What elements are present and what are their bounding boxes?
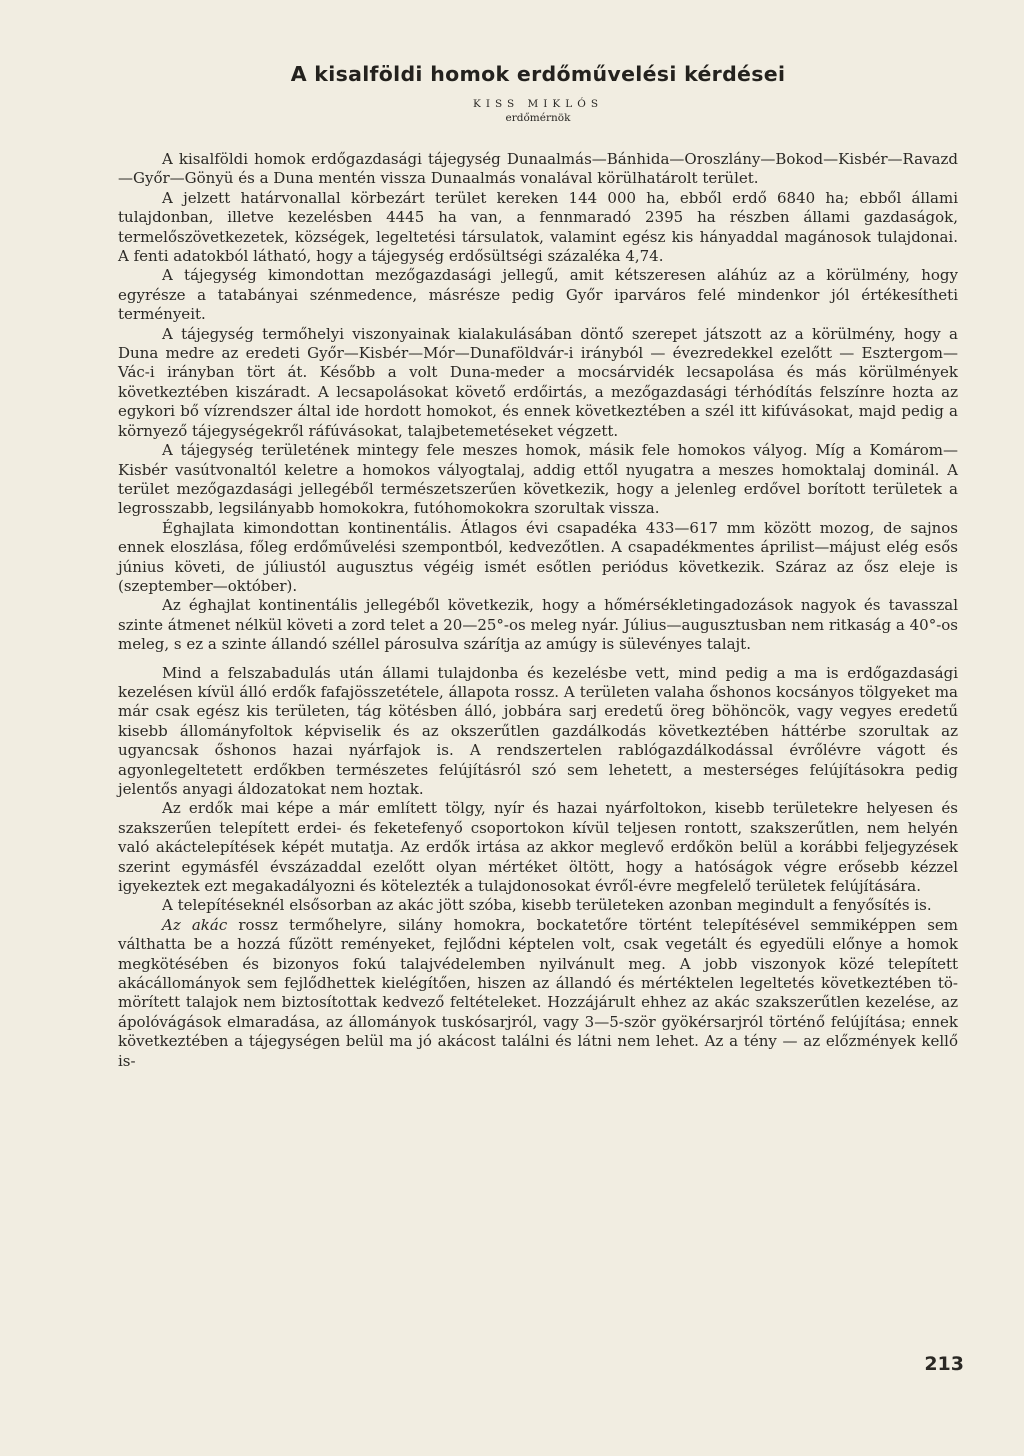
paragraph — [118, 189, 958, 267]
paragraph — [118, 799, 958, 896]
paragraph-text: A telepítéseknél elsősorban az akác jött szóba, kisebb területeken azonban megindult a fenyősítés is. — [162, 896, 932, 915]
paragraph — [118, 664, 958, 800]
paragraph-lead: Az akác — [162, 915, 228, 934]
paragraph — [118, 596, 958, 654]
paragraph-text: A kisalföldi homok erdőgazdasági tájegység Dunaalmás—Bánhida—Oroszlány—Bokod—Kisbér—Ravazd—Győr—Gönyü és a Duna mentén vissza Dunaalmás vonalával körülhatárolt terület. — [118, 150, 958, 188]
paragraph-text: A tájegység területének mintegy fele meszes homok, másik fele homokos vályog. Míg a Komárom—Kisbér vasútvonaltól keletre a homokos vályogtalaj, addig ettől nyugatra a meszes homoktalaj dominál. A terület mezőgazdasági jellegéből természetszerűen következik, hogy a jelenleg erdővel borított területek a legrosszabb, legsilányabb homokokra, futóhomokokra szorultak vissza. — [118, 441, 958, 518]
paragraph-text: A tájegység kimondottan mezőgazdasági jellegű, amit kétszeresen aláhúz az a körülmény, hogy egyrésze a tatabányai szénmedence, másrésze pedig Győr iparváros felé mindenkor jól értékesítheti terményeit. — [118, 266, 958, 324]
paragraph-text: Az erdők mai képe a már említett tölgy, nyír és hazai nyárfoltokon, kisebb területekre helyesen és szakszerűen telepített erdei- és feketefenyő csoportokon kívül teljesen rontott, szakszerűtlen, nem helyén való akáctelepítések képét mutatja. Az erdők irtása az akkor meglevő erdőkön belül a korábbi feljegyzések szerint egymásfél évszázaddal ezelőtt olyan mértéket öltött, hogy a hatóságok végre erősebb kézzel igyekeztek ezt megakadályozni és kötelezték a tulajdonosokat évről-évre megfelelő területek felújítására. — [118, 799, 958, 896]
paragraph — [118, 896, 958, 915]
paragraph — [118, 916, 958, 1071]
author-role: erdőmérnök — [505, 112, 571, 124]
paragraph — [118, 441, 958, 519]
paragraph-text: Az éghajlat kontinentális jellegéből következik, hogy a hőmérsékletingadozások nagyok és tavasszal szinte átmenet nélkül követi a zord telet a 20—25°-os meleg nyár. Július—augusztusban nem ritkaság a 40°-os meleg, s ez a szinte állandó széllel párosulva szárítja az amúgy is sülevényes talajt. — [118, 596, 958, 654]
paragraph — [118, 266, 958, 324]
paragraph — [118, 519, 958, 597]
author-name: KISS MIKLÓS — [472, 98, 604, 110]
article-body — [118, 150, 958, 1071]
paragraph-text: A jelzett határvonallal körbezárt terület kereken 144 000 ha, ebből erdő 6840 ha; ebből állami tulajdonban, illetve kezelésben 4445 ha van, a fennmaradó 2395 ha részben állami gazdaságok, termelőszövetkezetek, községek, legeltetési társulatok, valamint egész kis hányaddal magánosok tulajdonai. A fenti adatokból látható, hogy a tájegység erdősültségi százaléka 4,74. — [118, 188, 958, 266]
article-title: A kisalföldi homok erdőművelési kérdései — [290, 62, 786, 86]
paragraph-text: rossz termőhelyre, silány homokra, bockatetőre történt telepítésével semmiképpen sem válthatta be a hozzá fűzött reményeket, fejlődni képtelen volt, csak vegetált és egyedüli előnye a homok megkötésében és bizonyos fokú talajvédelemben nyilvánult meg. A jobb viszonyok közé telepített akácállományok sem fejlődhettek kielégítően, hiszen az állandó és mértéktelen legeltetés következtében tömörített talajok nem biztosítottak kedvező feltételeket. Hozzájárult ehhez az akác szakszerűtlen kezelése, az ápolóvágások elmaradása, az állományok tuskósarjról, vagy 3—5-ször gyökérsarjról történő felújítása; ennek következtében a tájegységen belül ma jó akácost találni és látni nem lehet. Az a tény — az előzmények kellő is- — [118, 915, 958, 1070]
paragraph — [118, 325, 958, 441]
article — [118, 62, 958, 1071]
paragraph — [118, 150, 958, 189]
paragraph-text: Éghajlata kimondottan kontinentális. Átlagos évi csapadéka 433—617 mm között mozog, de sajnos ennek eloszlása, főleg erdőművelési szempontból, kedvezőtlen. A csapadékmentes áprilist—májust elég esős június követi, de júliustól augusztus végéig ismét esőtlen periódus következik. Száraz az ősz eleje is (szeptember—október). — [118, 518, 958, 595]
page-number: 213 — [924, 1353, 964, 1375]
paragraph-text: A tájegység termőhelyi viszonyainak kialakulásában döntő szerepet játszott az a körülmény, hogy a Duna medre az eredeti Győr—Kisbér—Mór—Dunaföldvár-i irányból — évezredekkel ezelőtt — Esztergom—Vác-i irányban tört át. Később a volt Duna-meder a mocsárvidék lecsapolása és más körülmények következtében kiszáradt. A lecsapolásokat követő erdőirtás, a mezőgazdasági térhódítás felszínre hozta az egykori bő vízrendszer által ide hordott homokot, és ennek következtében a szél itt kifúvásokat, majd pedig a környező tájegységekről ráfúvásokat, talajbetemetéseket végzett. — [118, 324, 958, 440]
paragraph-text: Mind a felszabadulás után állami tulajdonba és kezelésbe vett, mind pedig a ma is erdőgazdasági kezelésen kívül álló erdők fafajösszetétele, állapota rossz. A területen valaha őshonos kocsányos tölgyeket ma már csak egész kis területen, tág kötésben álló, jobbára sarj eredetű öreg böhöncök, vagy vegyes eredetű kisebb állományfoltok képviselik és az okszerűtlen gazdálkodás következtében háttérbe szorultak az ugyancsak őshonos hazai nyárfajok is. A rendszertelen rablógazdálkodással évrőlévre vágott és agyonlegeltetett erdőkben természetes felújításról szó sem lehetett, a mesterséges felújításokra pedig jelentős anyagi áldozatokat nem hoztak. — [118, 663, 958, 798]
